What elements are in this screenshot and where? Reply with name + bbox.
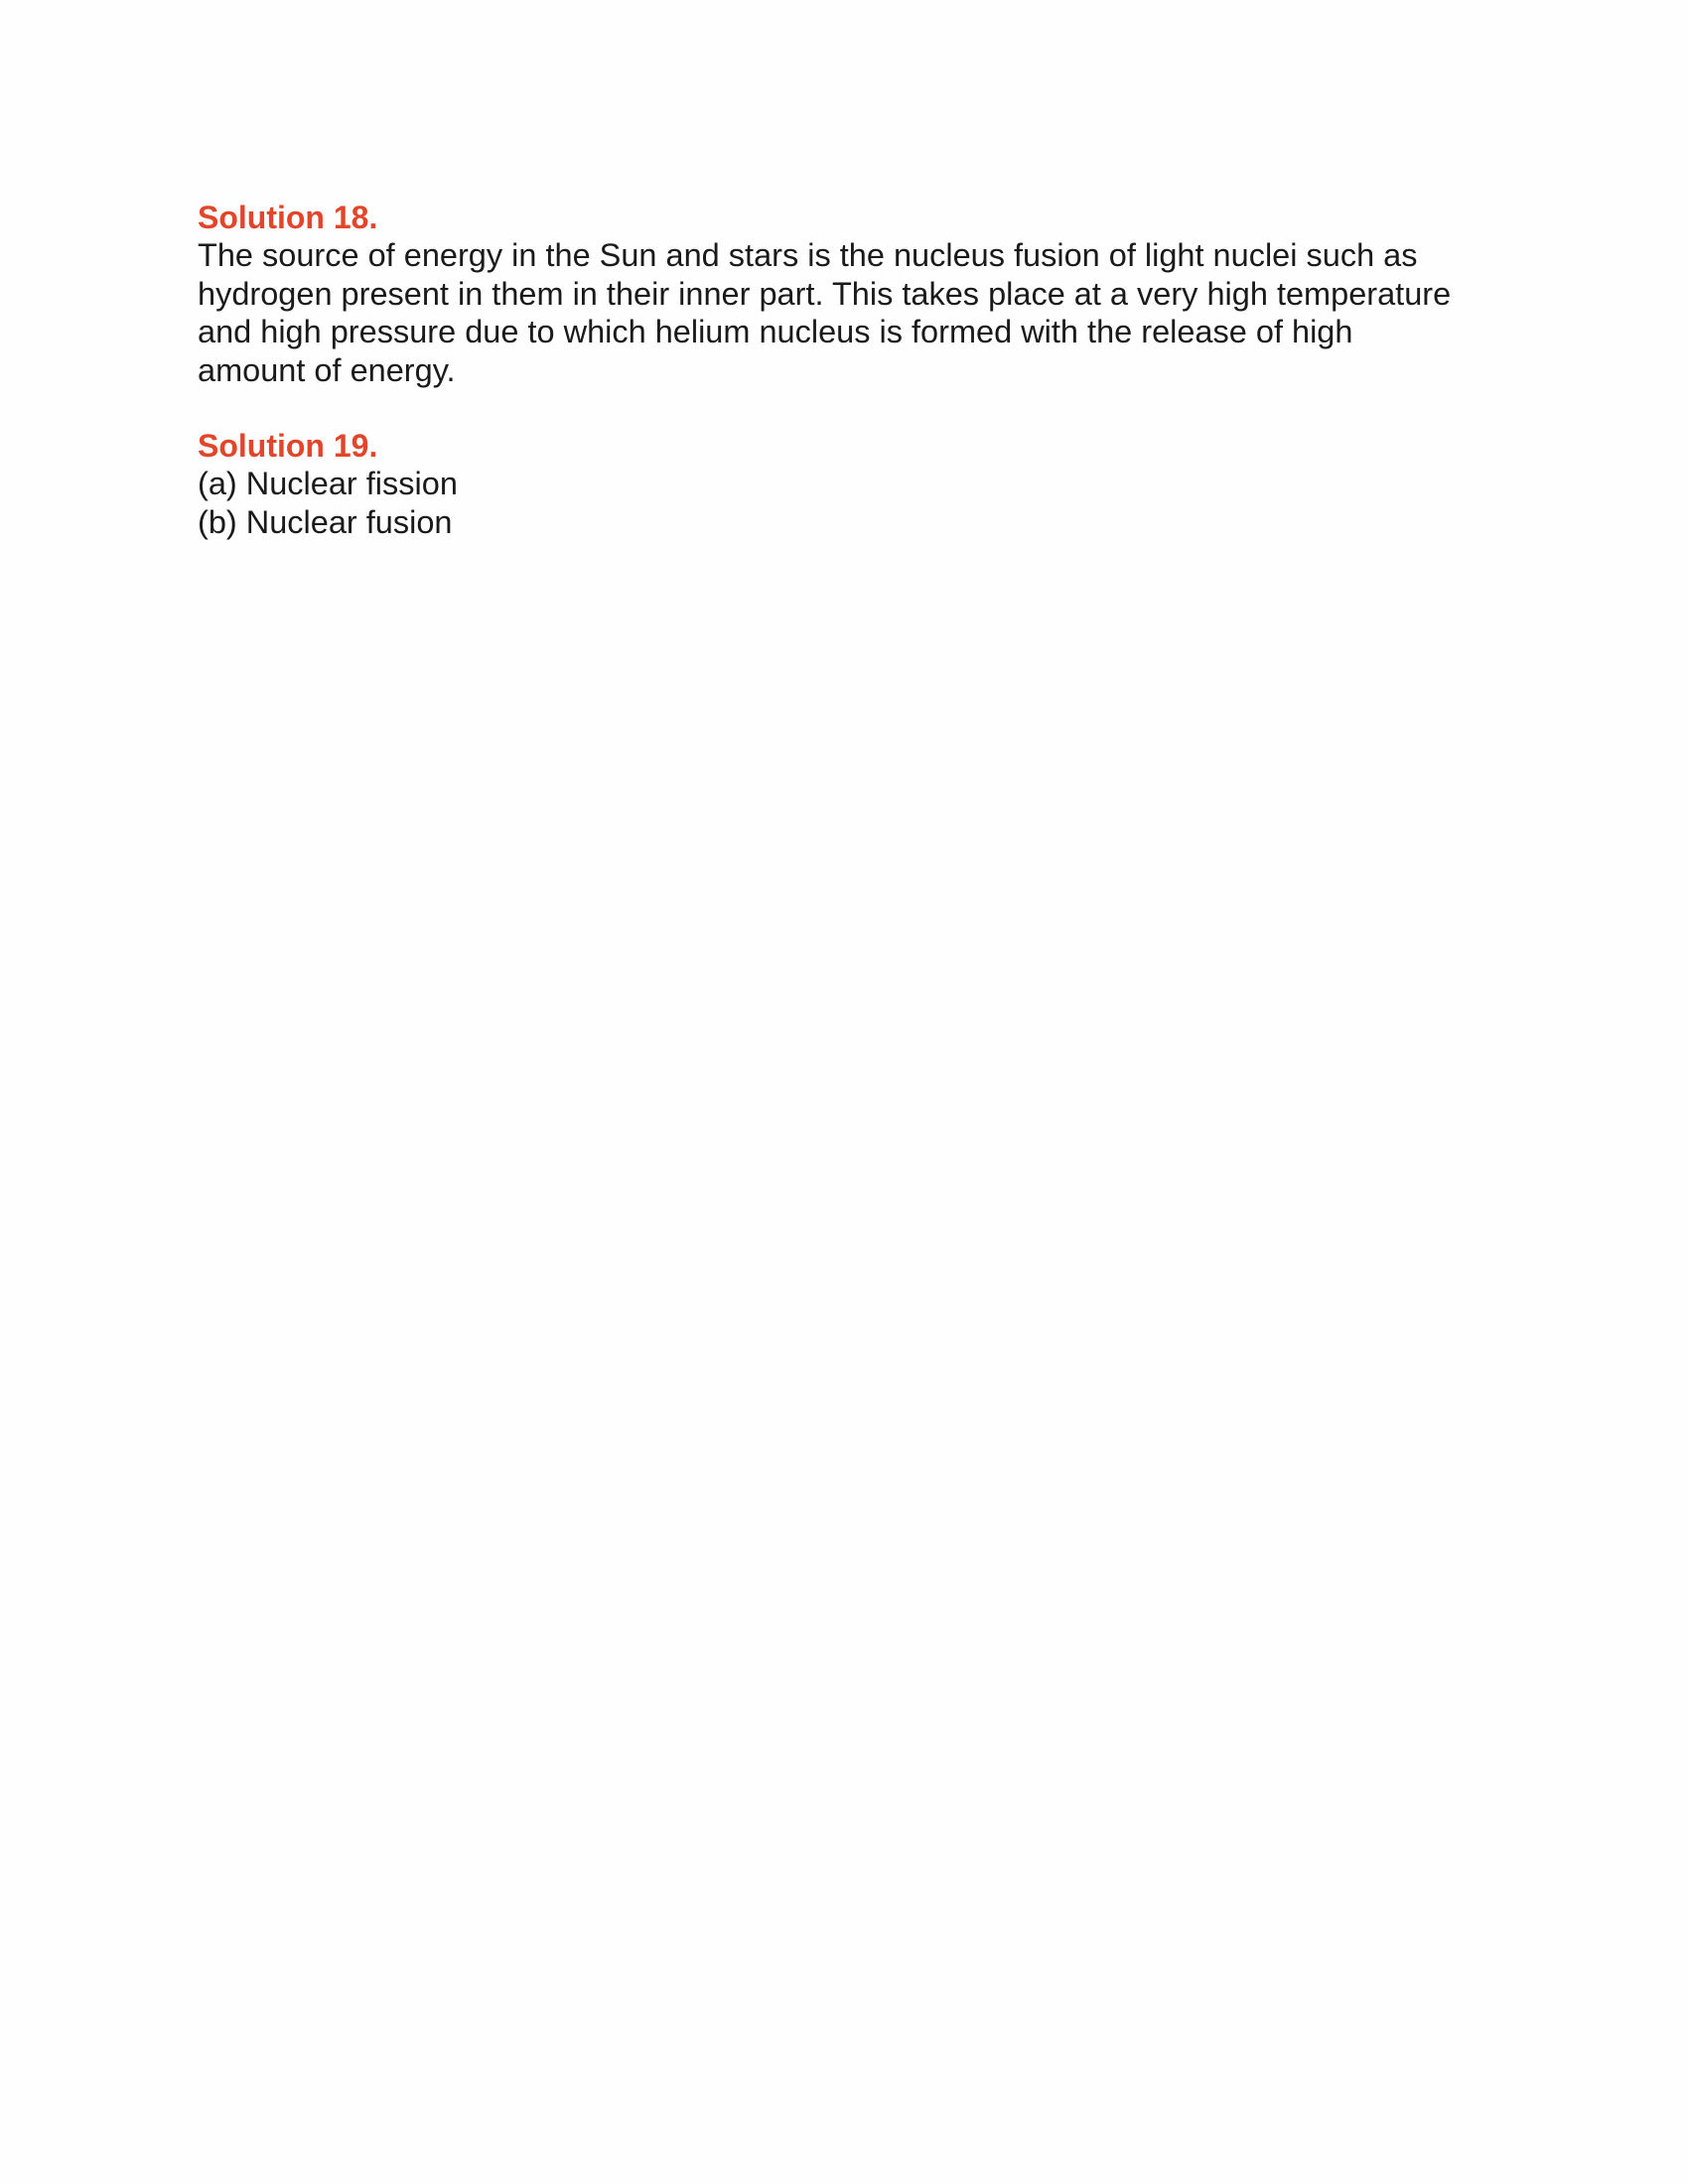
solution-line: The source of energy in the Sun and stars is the nucleus fusion of light nuclei such as	[198, 237, 1418, 273]
solution-heading: Solution 18.	[198, 200, 378, 235]
answer-item: (a) Nuclear fission	[198, 466, 458, 501]
solution-line: and high pressure due to which helium nucleus is formed with the release of high	[198, 314, 1353, 349]
solution-body	[198, 236, 1508, 389]
solution-18	[198, 199, 1508, 389]
answer-item: (b) Nuclear fusion	[198, 503, 453, 540]
solution-line: hydrogen present in them in their inner part. This takes place at a very high temperature	[198, 275, 1452, 312]
solution-answer-list	[198, 465, 1508, 541]
solution-heading: Solution 19.	[198, 428, 378, 464]
solution-line: amount of energy.	[198, 351, 456, 388]
document-page	[198, 199, 1508, 541]
solution-19	[198, 427, 1508, 541]
